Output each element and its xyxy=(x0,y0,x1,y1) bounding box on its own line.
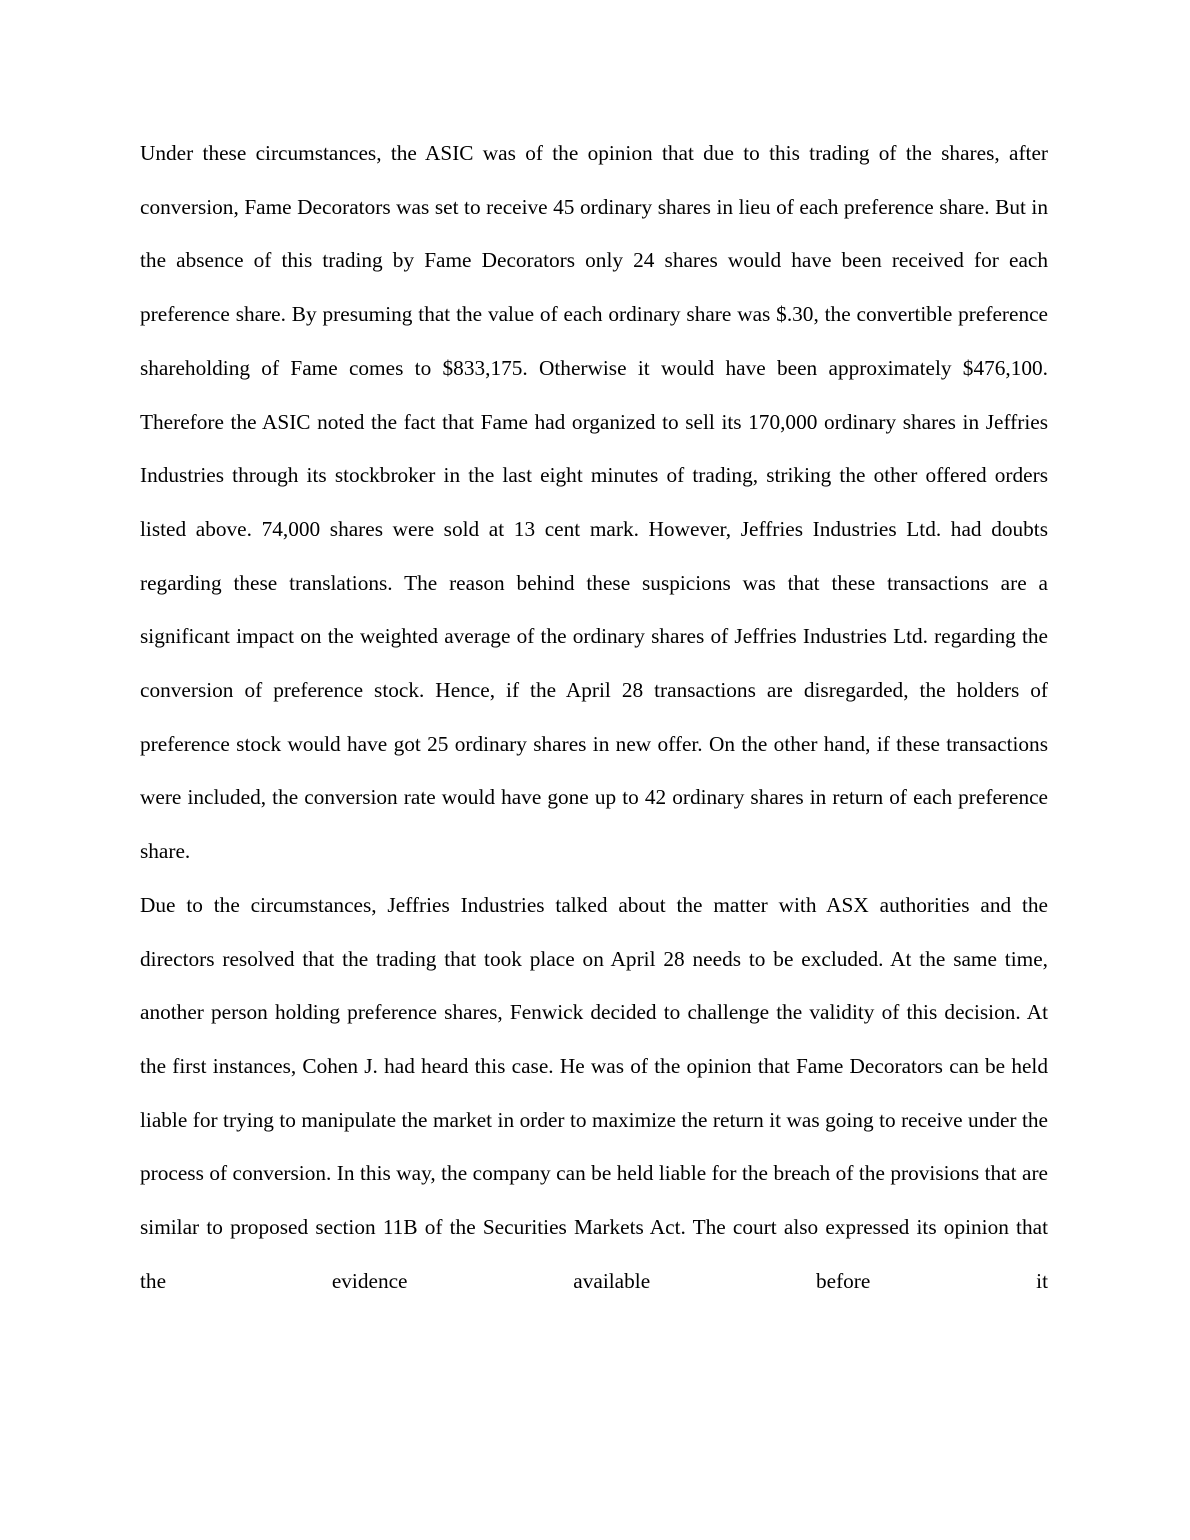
paragraph-1: Under these circumstances, the ASIC was of the opinion that due to this trading of the shares, after conversion, Fame Decorators was set to receive 45 ordinary shares in lieu of each preference share. But in the absence of this trading by Fame Decorators only 24 shares would have been received for each preference share. By presuming that the value of each ordinary share was $.30, the convertible preference shareholding of Fame comes to $833,175. Otherwise it would have been approximately $476,100. Therefore the ASIC noted the fact that Fame had organized to sell its 170,000 ordinary shares in Jeffries Industries through its stockbroker in the last eight minutes of trading, striking the other offered orders listed above. 74,000 shares were sold at 13 cent mark. However, Jeffries Industries Ltd. had doubts regarding these translations. The reason behind these suspicions was that these transactions are a significant impact on the weighted average of the ordinary shares of Jeffries Industries Ltd. regarding the conversion of preference stock. Hence, if the April 28 transactions are disregarded, the holders of preference stock would have got 25 ordinary shares in new offer. On the other hand, if these transactions were included, the conversion rate would have gone up to 42 ordinary shares in return of each preference share. xyxy=(140,141,1048,864)
document-body xyxy=(140,127,1048,1308)
paragraph-2: Due to the circumstances, Jeffries Industries talked about the matter with ASX authorities and the directors resolved that the trading that took place on April 28 needs to be excluded. At the same time, another person holding preference shares, Fenwick decided to challenge the validity of this decision. At the first instances, Cohen J. had heard this case. He was of the opinion that Fame Decorators can be held liable for trying to manipulate the market in order to maximize the return it was going to receive under the process of conversion. In this way, the company can be held liable for the breach of the provisions that are similar to proposed section 11B of the Securities Markets Act. The court also expressed its opinion that the evidence available before it xyxy=(140,892,1048,1293)
